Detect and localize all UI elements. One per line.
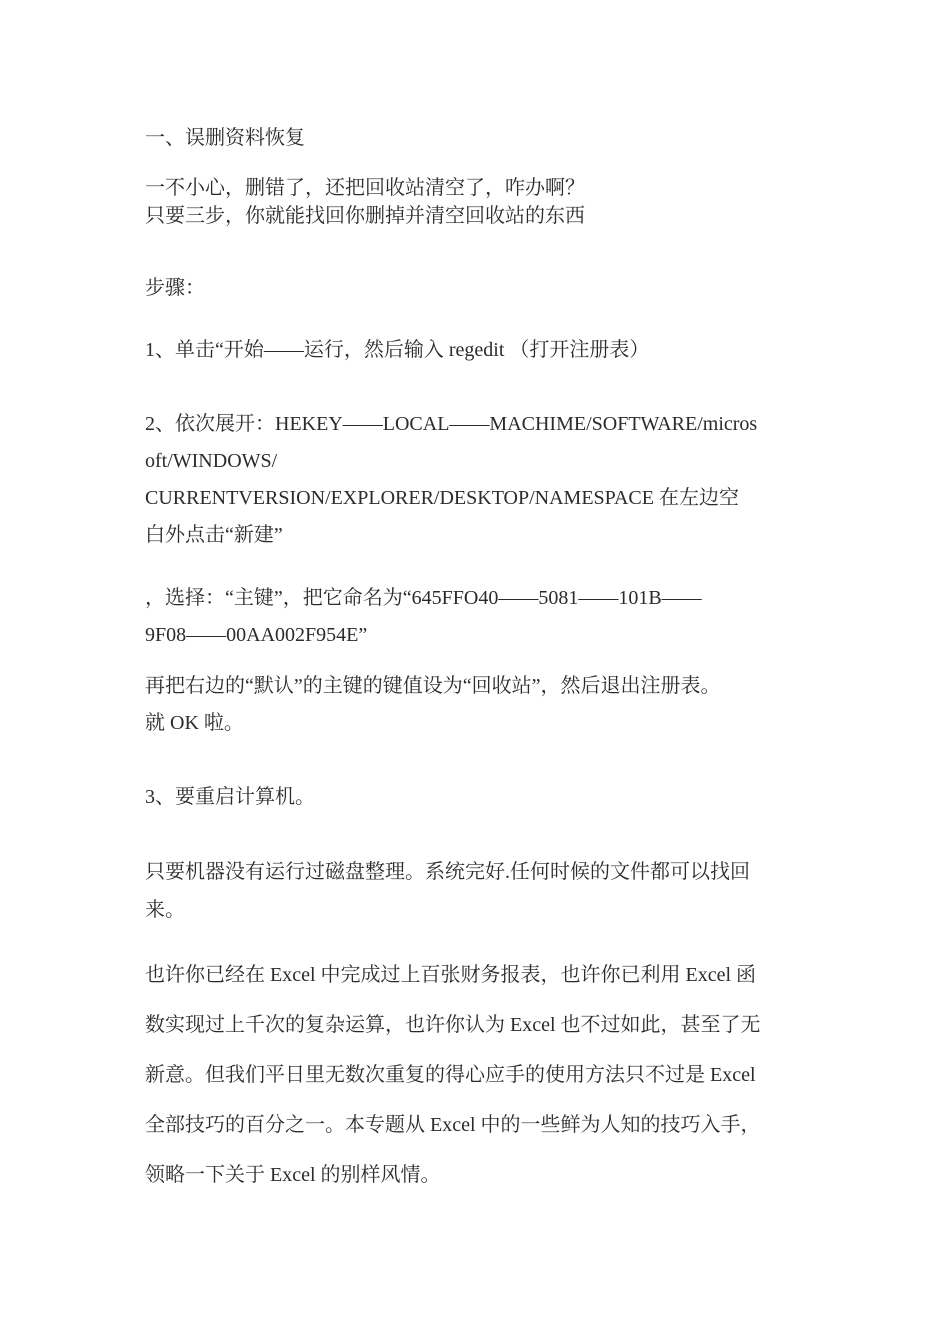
intro-line: 只要三步，你就能找回你删掉并清空回收站的东西	[145, 205, 585, 227]
select-key-line: ，选择：“主键”，把它命名为“645FFO40——5081——101B——	[145, 587, 702, 609]
step-2-line: 2、依次展开：HEKEY——LOCAL——MACHIME/SOFTWARE/micros	[145, 413, 758, 435]
intro-line: 一不小心，删错了，还把回收站清空了，咋办啊？	[145, 177, 585, 199]
steps-label: 步骤：	[145, 277, 205, 299]
default-value-paragraph	[145, 668, 810, 742]
section-heading: 一、误删资料恢复	[145, 127, 305, 149]
step-2-line: oft/WINDOWS/	[145, 450, 278, 472]
step-2-line: 白外点击“新建”	[145, 524, 283, 546]
excel-line: 新意。但我们平日里无数次重复的得心应手的使用方法只不过是 Excel	[145, 1064, 756, 1086]
step-2-line: CURRENTVERSION/EXPLORER/DESKTOP/NAMESPACE 在左边空	[145, 487, 739, 509]
excel-line: 数实现过上千次的复杂运算，也许你认为 Excel 也不过如此，甚至了无	[145, 1014, 761, 1036]
excel-paragraph	[145, 950, 810, 1200]
excel-line: 也许你已经在 Excel 中完成过上百张财务报表，也许你已利用 Excel 函	[145, 964, 757, 986]
default-value-line: 再把右边的“默认”的主键的键值设为“回收站”，然后退出注册表。	[145, 675, 721, 697]
step-1: 1、单击“开始——运行，然后输入 regedit （打开注册表）	[145, 339, 650, 361]
default-value-line: 就 OK 啦。	[145, 712, 244, 734]
step-2-paragraph	[145, 406, 810, 554]
excel-line: 全部技巧的百分之一。本专题从 Excel 中的一些鲜为人知的技巧入手，	[145, 1114, 761, 1136]
select-key-line: 9F08——00AA002F954E”	[145, 624, 368, 646]
step-3: 3、要重启计算机。	[145, 786, 315, 808]
note-line: 来。	[145, 899, 185, 921]
excel-line: 领略一下关于 Excel 的别样风情。	[145, 1164, 441, 1186]
note-paragraph	[145, 853, 810, 929]
intro-paragraph	[145, 174, 810, 230]
select-key-paragraph	[145, 580, 810, 654]
note-line: 只要机器没有运行过磁盘整理。系统完好.任何时候的文件都可以找回	[145, 861, 750, 883]
